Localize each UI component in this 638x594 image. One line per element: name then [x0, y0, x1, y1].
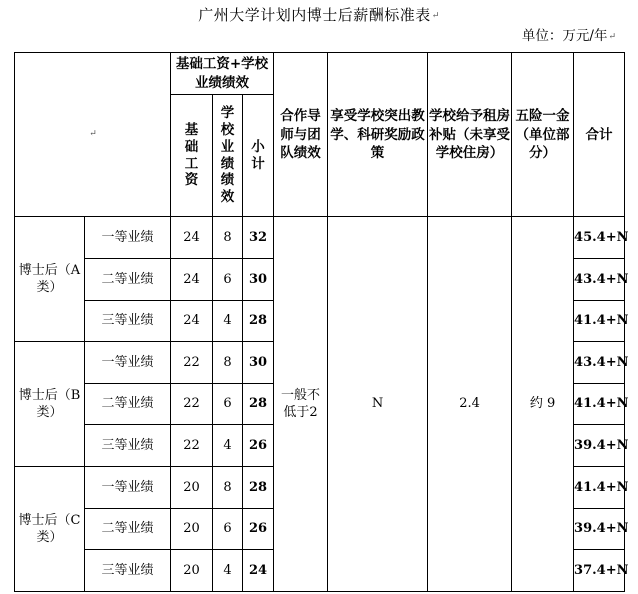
base-cell: 20	[171, 467, 213, 509]
group-name-cell: 博士后（C类）	[15, 467, 85, 592]
subtotal-cell: 24	[243, 550, 274, 592]
group-name-cell: 博士后（A类）	[15, 217, 85, 342]
total-cell: 41.4+N	[574, 467, 625, 509]
base-cell: 22	[171, 383, 213, 425]
perf-cell: 6	[213, 259, 243, 301]
level-cell: 二等业绩	[85, 383, 171, 425]
base-cell: 20	[171, 508, 213, 550]
total-cell: 37.4+N	[574, 550, 625, 592]
header-supervisor-team: 合作导师与团队绩效	[274, 53, 328, 217]
header-subtotal: 小计	[243, 95, 274, 217]
header-total: 合计	[574, 53, 625, 217]
teaching-research-cell: N	[328, 217, 428, 592]
perf-cell: 4	[213, 425, 243, 467]
header-base-salary: 基础工资	[171, 95, 213, 217]
perf-cell: 4	[213, 300, 243, 342]
base-cell: 22	[171, 342, 213, 384]
subtotal-cell: 26	[243, 508, 274, 550]
housing-cell: 2.4	[428, 217, 512, 592]
total-cell: 39.4+N	[574, 425, 625, 467]
corner-header-cell: ↵	[15, 53, 171, 217]
level-cell: 一等业绩	[85, 467, 171, 509]
subtotal-cell: 28	[243, 467, 274, 509]
total-cell: 43.4+N	[574, 342, 625, 384]
level-cell: 一等业绩	[85, 342, 171, 384]
subtotal-cell: 26	[243, 425, 274, 467]
header-school-perf: 学校业绩绩效	[213, 95, 243, 217]
base-cell: 24	[171, 259, 213, 301]
header-base-plus-perf: 基础工资+学校业绩绩效	[171, 53, 274, 95]
insurance-cell: 约 9	[512, 217, 574, 592]
unit-label: 单位：万元/年↵	[521, 28, 616, 44]
base-cell: 22	[171, 425, 213, 467]
table-row	[15, 217, 625, 259]
page-title: 广州大学计划内博士后薪酬标准表↵	[198, 6, 440, 24]
subtotal-cell: 32	[243, 217, 274, 259]
subtotal-cell: 28	[243, 383, 274, 425]
perf-cell: 6	[213, 383, 243, 425]
base-cell: 20	[171, 550, 213, 592]
level-cell: 二等业绩	[85, 259, 171, 301]
level-cell: 三等业绩	[85, 300, 171, 342]
paragraph-mark-icon: ↵	[431, 11, 440, 21]
base-cell: 24	[171, 300, 213, 342]
salary-table	[14, 52, 629, 592]
subtotal-cell: 28	[243, 300, 274, 342]
header-teaching-research: 享受学校突出教学、科研奖励政策	[328, 53, 428, 217]
subtotal-cell: 30	[243, 259, 274, 301]
perf-cell: 8	[213, 217, 243, 259]
total-cell: 41.4+N	[574, 300, 625, 342]
level-cell: 三等业绩	[85, 425, 171, 467]
total-cell: 43.4+N	[574, 259, 625, 301]
header-housing: 学校给予租房补贴（未享受学校住房）	[428, 53, 512, 217]
header-insurance: 五险一金（单位部分）	[512, 53, 574, 217]
perf-cell: 8	[213, 467, 243, 509]
group-name-cell: 博士后（B类）	[15, 342, 85, 467]
perf-cell: 6	[213, 508, 243, 550]
total-cell: 39.4+N	[574, 508, 625, 550]
level-cell: 三等业绩	[85, 550, 171, 592]
total-cell: 41.4+N	[574, 383, 625, 425]
subtotal-cell: 30	[243, 342, 274, 384]
perf-cell: 4	[213, 550, 243, 592]
supervisor-team-cell: 一般不低于2	[274, 217, 328, 592]
total-cell: 45.4+N	[574, 217, 625, 259]
level-cell: 一等业绩	[85, 217, 171, 259]
paragraph-mark-icon: ↵	[608, 31, 616, 42]
base-cell: 24	[171, 217, 213, 259]
perf-cell: 8	[213, 342, 243, 384]
level-cell: 二等业绩	[85, 508, 171, 550]
